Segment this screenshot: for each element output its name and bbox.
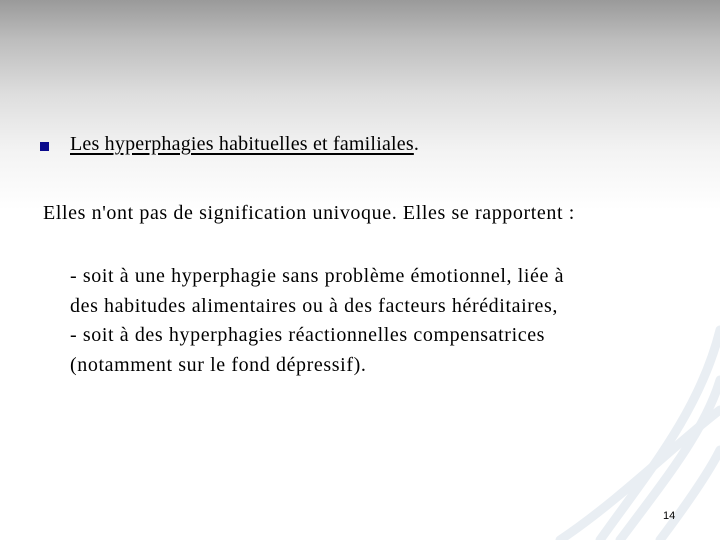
body-line: - soit à une hyperphagie sans problème émotionnel, liée à: [70, 265, 565, 287]
bullet-item: [40, 133, 419, 156]
square-bullet-icon: [40, 142, 49, 151]
body-text: [70, 262, 564, 380]
body-line: - soit à des hyperphagies réactionnelles compensatrices: [70, 324, 546, 346]
body-line: des habitudes alimentaires ou à des facteurs héréditaires,: [70, 294, 558, 317]
bullet-heading-period: .: [413, 133, 420, 155]
intro-sentence: Elles n'ont pas de signification univoque. Elles se rapportent :: [43, 202, 575, 224]
bullet-heading-underlined: Les hyperphagies habituelles et familiales: [70, 133, 414, 155]
bullet-heading: [70, 133, 419, 156]
body-line: (notamment sur le fond dépressif).: [70, 353, 367, 376]
page-number: 14: [663, 510, 676, 522]
